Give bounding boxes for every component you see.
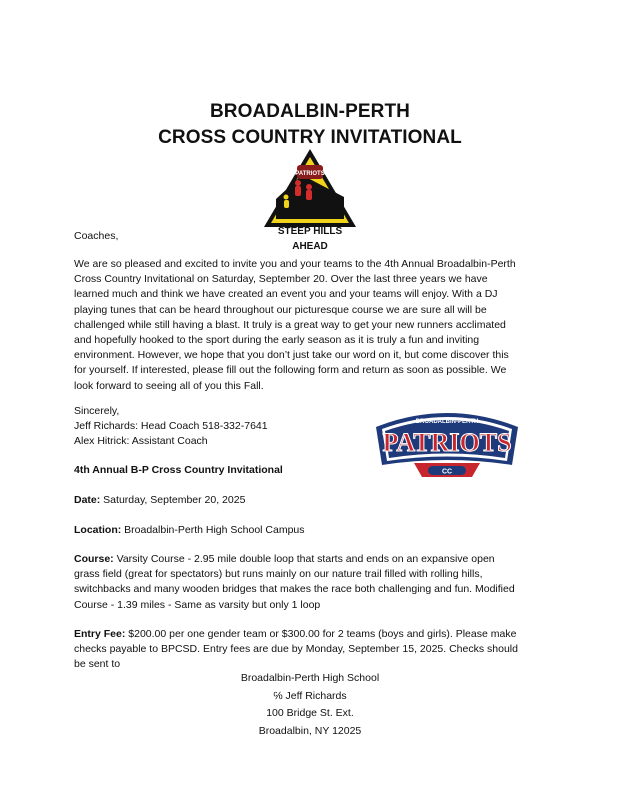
intro-line: challenged while still having a blast. It truly is a great way to get your new runners acclimated (74, 318, 506, 331)
intro-line: for yourself. If interested, please fill out the following form and return as soon as possible. We (74, 364, 507, 377)
intro-line: look forward to seeing all of you this Fall. (74, 379, 264, 392)
address-line: Broadalbin-Perth High School (240, 672, 380, 684)
fee-paragraph (74, 627, 554, 673)
date-line (74, 493, 245, 508)
title-line-1: BROADALBIN-PERTH (209, 101, 411, 122)
sign-text-line-2: AHEAD (292, 241, 328, 252)
fee-label: Entry Fee: (74, 628, 126, 640)
course-paragraph (74, 552, 554, 613)
course-line: grass field (great for spectators) but runs mainly on our nature trail filled with rolling hills, (74, 568, 483, 581)
course-line: Varsity Course - 2.95 mile double loop that starts and ends on an expansive open (113, 553, 495, 565)
date-label: Date: (74, 494, 101, 506)
signature-head-coach: Jeff Richards: Head Coach 518-332-7641 (74, 420, 268, 432)
fee-line: $200.00 per one gender team or $300.00 for 2 teams (boys and girls). Please make (125, 628, 517, 640)
intro-line: playing tunes that can be heard throughout our picturesque course we are sure all will be (74, 303, 487, 316)
logo-top-text: BROADALBIN-PERTH (415, 419, 479, 425)
location-value: Broadalbin-Perth High School Campus (121, 524, 305, 536)
intro-line: learned much and think we have created an event you and your teams will enjoy. With a DJ (74, 288, 498, 301)
intro-line: and hopefully hooked to the sport during the early season as it is truly a fun and inviting (74, 334, 480, 347)
location-label: Location: (74, 524, 122, 536)
signature-assistant-coach: Alex Hitrick: Assistant Coach (74, 435, 208, 447)
course-label: Course: (74, 553, 114, 565)
logo-bottom-text: CC (441, 468, 453, 476)
course-line: Course - 1.39 miles - Same as varsity but only 1 loop (74, 598, 321, 611)
closing: Sincerely, (74, 405, 120, 417)
steep-hills-sign-icon (262, 147, 358, 233)
sign-text-line-1: STEEP HILLS (277, 226, 343, 237)
intro-line: We are so pleased and excited to invite you and your teams to the 4th Annual Broadalbin-Perth (74, 258, 516, 270)
date-value: Saturday, September 20, 2025 (100, 494, 246, 506)
patriots-logo (372, 405, 522, 485)
course-line: switchbacks and many wooden bridges that makes the race both challenging and fun. Modified (74, 583, 515, 596)
location-line (74, 523, 305, 538)
greeting: Coaches, (74, 230, 119, 242)
fee-line: be sent to (74, 658, 121, 671)
address-line: 100 Bridge St. Ext. (266, 707, 354, 719)
intro-paragraph (74, 257, 554, 394)
sign-badge-text: PATRIOTS (295, 171, 325, 177)
intro-line: environment. However, we hope that you don’t just take our word on it, but come discover this (74, 349, 509, 362)
event-heading: 4th Annual B-P Cross Country Invitational (74, 464, 283, 476)
title-line-2: CROSS COUNTRY INVITATIONAL (158, 127, 462, 148)
logo-main-text: PATRIOTS (382, 428, 512, 457)
address-line: ℅ Jeff Richards (273, 689, 347, 702)
fee-line: checks payable to BPCSD. Entry fees are due by Monday, September 15, 2025. Checks should (74, 643, 518, 656)
address-line: Broadalbin, NY 12025 (258, 724, 362, 737)
mailing-address (0, 670, 620, 740)
intro-line: Cross Country Invitational on Saturday, September 20. Over the last three years we have (74, 273, 488, 286)
